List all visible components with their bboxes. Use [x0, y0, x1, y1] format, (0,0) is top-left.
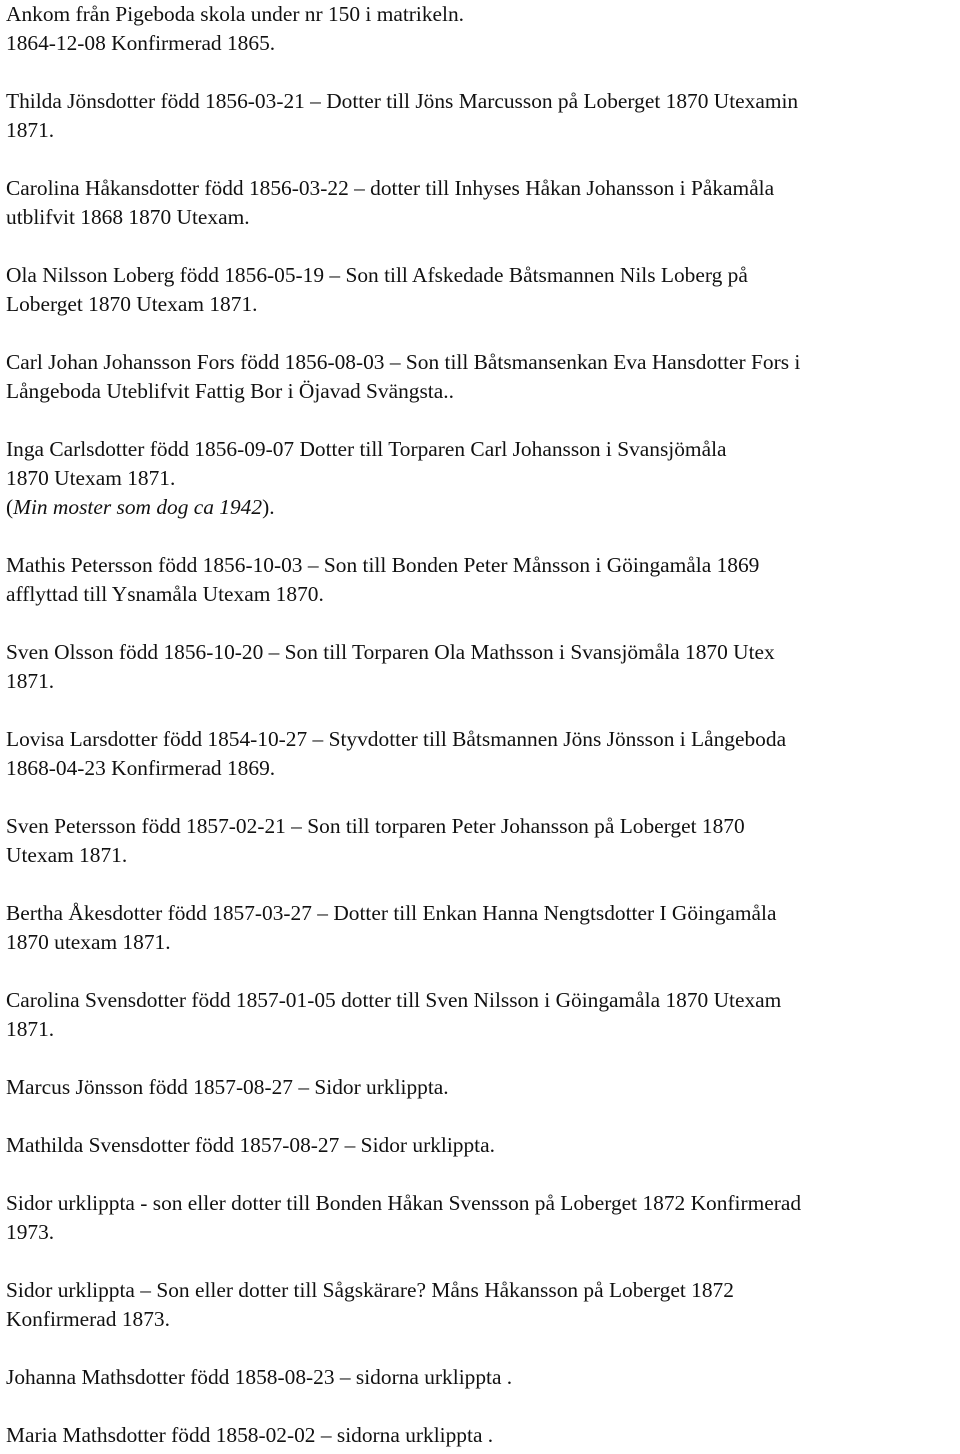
record-entry — [6, 0, 956, 58]
paragraph-gap — [6, 1247, 956, 1276]
record-entry — [6, 899, 956, 957]
record-line: Ola Nilsson Loberg född 1856-05-19 – Son till Afskedade Båtsmannen Nils Loberg på — [6, 263, 748, 287]
record-entry — [6, 1421, 956, 1450]
paragraph-gap — [6, 1392, 956, 1421]
paragraph-gap — [6, 406, 956, 435]
paragraph-gap — [6, 232, 956, 261]
paragraph-gap — [6, 522, 956, 551]
record-entry — [6, 435, 956, 522]
record-line: 1871. — [6, 1017, 55, 1041]
note-text: Min moster som dog ca 1942 — [13, 495, 263, 519]
record-line: afflyttad till Ysnamåla Utexam 1870. — [6, 582, 324, 606]
record-line: Johanna Mathsdotter född 1858-08-23 – sidorna urklippta . — [6, 1365, 513, 1389]
record-line: Carolina Svensdotter född 1857-01-05 dotter till Sven Nilsson i Göingamåla 1870 Utexam — [6, 988, 782, 1012]
record-line: 1868-04-23 Konfirmerad 1869. — [6, 756, 276, 780]
paragraph-gap — [6, 957, 956, 986]
record-line: Långeboda Uteblifvit Fattig Bor i Öjavad Svängsta.. — [6, 379, 454, 403]
record-entry — [6, 638, 956, 696]
record-line: Mathis Petersson född 1856-10-03 – Son till Bonden Peter Månsson i Göingamåla 1869 — [6, 553, 760, 577]
record-entry — [6, 261, 956, 319]
record-entry — [6, 174, 956, 232]
record-entry — [6, 1131, 956, 1160]
record-line: Bertha Åkesdotter född 1857-03-27 – Dotter till Enkan Hanna Nengtsdotter I Göingamåla — [6, 901, 777, 925]
record-line: Utexam 1871. — [6, 843, 128, 867]
record-line: Konfirmerad 1873. — [6, 1307, 170, 1331]
record-line: 1871. — [6, 118, 55, 142]
record-entry — [6, 1276, 956, 1334]
record-line: 1870 Utexam 1871. — [6, 466, 176, 490]
record-line: Sven Petersson född 1857-02-21 – Son till torparen Peter Johansson på Loberget 1870 — [6, 814, 745, 838]
note-close-paren: ). — [262, 495, 275, 519]
paragraph-gap — [6, 145, 956, 174]
record-line: Ankom från Pigeboda skola under nr 150 i matrikeln. — [6, 2, 465, 26]
record-entry — [6, 551, 956, 609]
paragraph-gap — [6, 783, 956, 812]
record-entry — [6, 1189, 956, 1247]
document-page — [6, 0, 956, 1450]
record-line: Mathilda Svensdotter född 1857-08-27 – Sidor urklippta. — [6, 1133, 495, 1157]
record-line: Sven Olsson född 1856-10-20 – Son till Torparen Ola Mathsson i Svansjömåla 1870 Utex — [6, 640, 775, 664]
record-entry — [6, 986, 956, 1044]
paragraph-gap — [6, 1160, 956, 1189]
paragraph-gap — [6, 609, 956, 638]
paragraph-gap — [6, 319, 956, 348]
record-entry — [6, 1363, 956, 1392]
paragraph-gap — [6, 1334, 956, 1363]
record-line: 1864-12-08 Konfirmerad 1865. — [6, 31, 276, 55]
record-entry — [6, 348, 956, 406]
record-line: Sidor urklippta – Son eller dotter till Sågskärare? Måns Håkansson på Loberget 1872 — [6, 1278, 734, 1302]
record-line: Thilda Jönsdotter född 1856-03-21 – Dotter till Jöns Marcusson på Loberget 1870 Utexamin — [6, 89, 799, 113]
record-entry — [6, 812, 956, 870]
record-line: 1870 utexam 1871. — [6, 930, 171, 954]
record-note — [6, 493, 956, 522]
record-line: utblifvit 1868 1870 Utexam. — [6, 205, 250, 229]
record-line: Inga Carlsdotter född 1856-09-07 Dotter till Torparen Carl Johansson i Svansjömåla — [6, 437, 727, 461]
record-entry — [6, 725, 956, 783]
paragraph-gap — [6, 58, 956, 87]
record-line: 1871. — [6, 669, 55, 693]
record-entry — [6, 1073, 956, 1102]
paragraph-gap — [6, 870, 956, 899]
paragraph-gap — [6, 696, 956, 725]
record-line: Maria Mathsdotter född 1858-02-02 – sidorna urklippta . — [6, 1423, 494, 1447]
record-line: Lovisa Larsdotter född 1854-10-27 – Styvdotter till Båtsmannen Jöns Jönsson i Långeboda — [6, 727, 787, 751]
record-line: 1973. — [6, 1220, 55, 1244]
record-line: Loberget 1870 Utexam 1871. — [6, 292, 258, 316]
paragraph-gap — [6, 1044, 956, 1073]
paragraph-gap — [6, 1102, 956, 1131]
record-entry — [6, 87, 956, 145]
record-line: Marcus Jönsson född 1857-08-27 – Sidor urklippta. — [6, 1075, 449, 1099]
record-line: Carl Johan Johansson Fors född 1856-08-03 – Son till Båtsmansenkan Eva Hansdotter Fors i — [6, 350, 801, 374]
record-line: Carolina Håkansdotter född 1856-03-22 – dotter till Inhyses Håkan Johansson i Påkamåla — [6, 176, 775, 200]
record-line: Sidor urklippta - son eller dotter till Bonden Håkan Svensson på Loberget 1872 Konfirmerad — [6, 1191, 802, 1215]
note-open-paren: ( — [6, 495, 14, 519]
